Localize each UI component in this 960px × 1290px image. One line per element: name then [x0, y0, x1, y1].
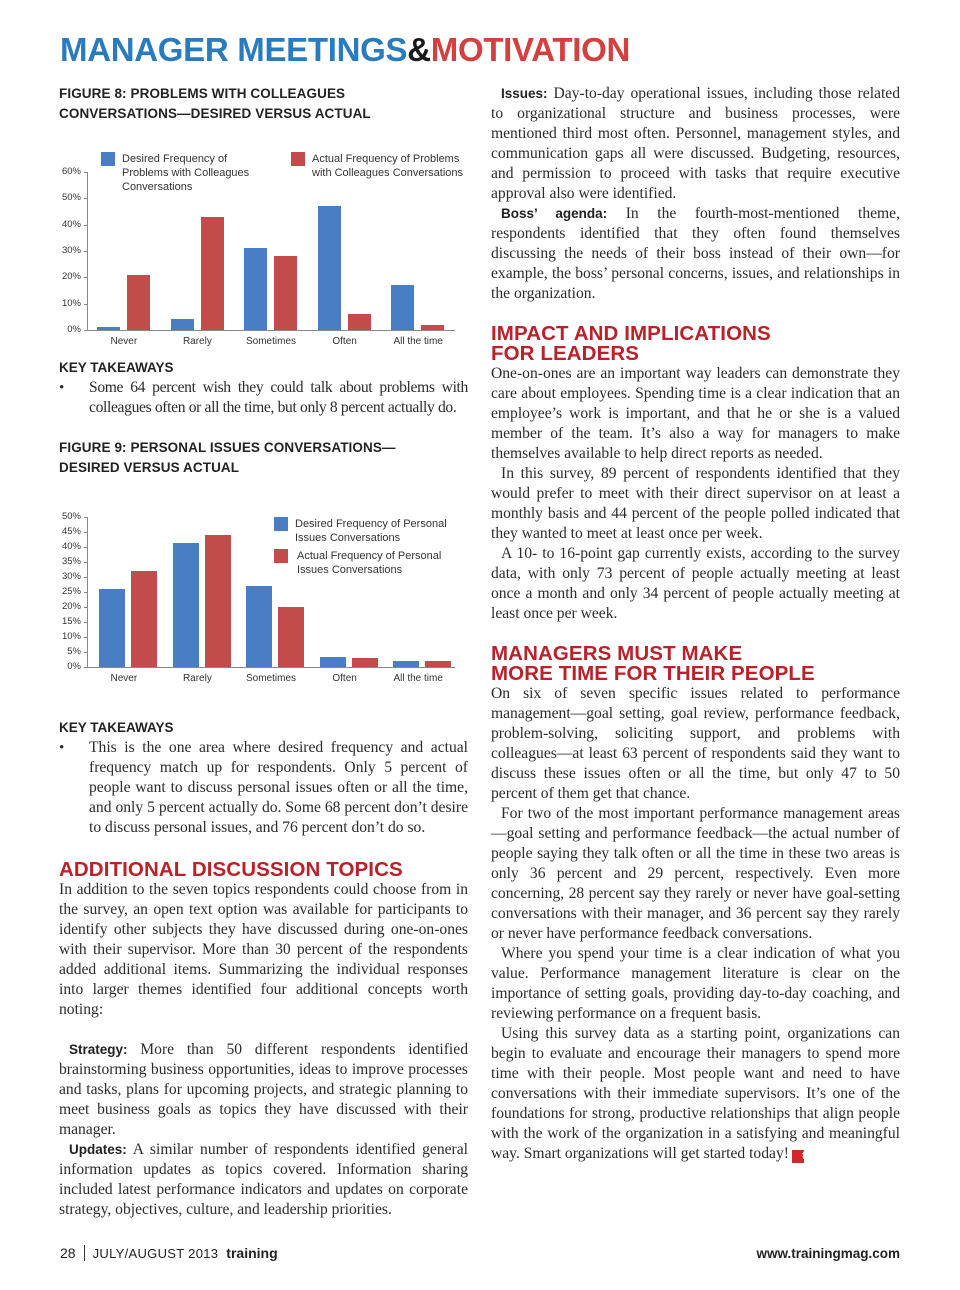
x-tick-label: Rarely: [182, 673, 212, 684]
x-axis: [87, 330, 455, 331]
boss-agenda-text: In the fourth-most-mentioned theme, respondents identified that they often found themselves discussing the needs of their boss instead of their own—for example, the boss’ personal concerns, issues, and relationships in the organization.: [491, 205, 901, 302]
legend-label-actual: Actual Frequency of Problems with Colleagues Conversations: [312, 153, 464, 179]
y-tick-label: 30%: [61, 571, 81, 582]
y-tick: [84, 225, 87, 226]
y-tick-label: 30%: [61, 245, 81, 256]
managers-heading-line-2: MORE TIME FOR THEIR PEOPLE: [491, 662, 815, 685]
plot-area: [61, 166, 455, 347]
page-footer: [60, 1245, 900, 1261]
desired-bar-all-the-time: [393, 661, 419, 667]
y-tick-label: 20%: [61, 271, 81, 283]
y-tick: [84, 251, 87, 252]
plot-area: [61, 511, 455, 684]
y-tick: [84, 652, 87, 653]
y-tick: [84, 637, 87, 638]
x-tick-label: Often: [332, 673, 357, 684]
impact-paragraph-2: In this survey, 89 percent of respondents identified that they would prefer to meet with their direct supervisor on at least a monthly basis and 44 percent of the people polled indicated that they wanted to meet at least once per week.: [491, 465, 900, 542]
y-axis: [87, 517, 88, 667]
left-column: [59, 84, 468, 1220]
actual-bar-sometimes: [278, 607, 304, 667]
y-tick-label: 40%: [61, 218, 81, 230]
actual-bar-never: [131, 571, 157, 667]
actual-bar-often: [348, 314, 371, 330]
figure-8-title: [59, 84, 468, 124]
y-tick-label: 45%: [61, 526, 81, 537]
title-part-2: MOTIVATION: [430, 31, 631, 68]
legend-swatch-actual: [291, 152, 305, 166]
updates-paragraph: [59, 1140, 468, 1220]
x-tick-label: Sometimes: [245, 336, 296, 347]
impact-heading-line-1: IMPACT AND IMPLICATIONS: [491, 322, 771, 345]
actual-bar-sometimes: [274, 256, 297, 330]
x-tick-label: Often: [332, 336, 357, 347]
desired-bar-all-the-time: [391, 285, 414, 330]
footer-divider: [84, 1245, 85, 1261]
y-tick: [84, 547, 87, 548]
actual-bar-rarely: [201, 217, 224, 330]
key-takeaways-8-title: KEY TAKEAWAYS: [59, 360, 174, 375]
legend-label-desired: Desired Frequency of Problems with Colleagues Conversations: [122, 153, 250, 193]
title-part-1: MANAGER MEETINGS: [60, 31, 408, 68]
managers-paragraph-2: For two of the most important performance management areas—goal setting and performance feedback—the actual number of people saying they talk often or all the time in these two areas is only 36 percent and 29 percent, respectively. Even more concerning, 28 percent say they rarely or never have goal-setting conversations with their manager, and 36 percent say they rarely or never have performance feedback conversations.: [491, 805, 900, 942]
key-takeaways-9-text: This is the one area where desired frequency and actual frequency match up for respondents. Only 5 percent of people want to discuss personal issues often or all the time, and only 5 percent actually do. Some 68 percent don’t desire to discuss personal issues, and 76 percent don’t do so.: [89, 739, 468, 836]
figure-9-title: [59, 438, 468, 478]
y-tick-label: 5%: [67, 646, 81, 657]
key-takeaways-8-text: Some 64 percent wish they could talk about problems with colleagues often or all the time, but only 8 percent actually do.: [89, 379, 468, 416]
y-tick: [84, 622, 87, 623]
y-tick-label: 50%: [61, 192, 81, 204]
y-tick: [84, 562, 87, 563]
x-tick-label: Never: [110, 673, 138, 684]
right-column: [491, 84, 900, 1164]
y-tick-label: 40%: [61, 541, 81, 552]
managers-heading-line-1: MANAGERS MUST MAKE: [491, 642, 743, 665]
figure-9-chart: [59, 498, 468, 718]
desired-bar-never: [99, 589, 125, 667]
y-tick: [84, 330, 87, 331]
managers-heading: [491, 644, 900, 684]
actual-bar-never: [127, 275, 150, 330]
y-tick: [84, 517, 87, 518]
y-axis: [87, 172, 88, 330]
issues-text: Day-to-day operational issues, including those related to organizational structure and business processes, were mentioned third most often. Personnel, management styles, and communication gaps all were discussed. Budgeting, resources, and permission to proceed with tasks that require executive approval also were identified.: [491, 85, 900, 202]
actual-bar-all-the-time: [425, 661, 451, 667]
desired-bar-never: [97, 327, 120, 330]
legend-label-actual: Actual Frequency of Personal Issues Conversations: [297, 550, 442, 576]
magazine-brand: training: [226, 1245, 278, 1261]
figure-8-chart: [59, 144, 468, 352]
issues-lead: Issues:: [501, 86, 548, 101]
desired-bar-rarely: [171, 319, 194, 330]
actual-bar-all-the-time: [421, 325, 444, 330]
issues-paragraph: [491, 84, 900, 204]
x-tick-label: Sometimes: [245, 673, 296, 684]
figure-8-title-line-1: FIGURE 8: PROBLEMS WITH COLLEAGUES: [59, 86, 346, 101]
website-url[interactable]: www.trainingmag.com: [756, 1245, 900, 1261]
additional-topics-heading: ADDITIONAL DISCUSSION TOPICS: [59, 858, 403, 881]
page-number: 28: [60, 1245, 76, 1261]
desired-bar-rarely: [173, 543, 199, 668]
desired-bar-sometimes: [246, 586, 272, 667]
x-tick-label: Rarely: [182, 336, 212, 347]
key-takeaways-9-item: [59, 738, 468, 838]
bullet-icon: •: [59, 380, 65, 396]
x-tick-label: All the time: [393, 673, 443, 684]
key-takeaways-8-item: [59, 378, 468, 418]
y-tick: [84, 277, 87, 278]
boss-agenda-lead: Boss’ agenda:: [501, 206, 608, 221]
impact-paragraph-1: One-on-ones are an important way leaders can demonstrate they care about employees. Spending time is a clear indication that an employee’s work is important, and that he or she is a valued member of the team. It’s also a way for managers to make themselves available to help direct reports as needed.: [491, 365, 900, 462]
y-tick-label: 15%: [61, 616, 81, 627]
key-takeaways-9-title: KEY TAKEAWAYS: [59, 720, 174, 735]
legend-swatch-desired: [101, 152, 115, 166]
strategy-paragraph: [59, 1040, 468, 1140]
end-mark-icon: t: [792, 1150, 804, 1163]
legend-label-desired: Desired Frequency of Personal Issues Conversations: [295, 518, 447, 544]
x-axis: [87, 667, 455, 668]
y-tick: [84, 532, 87, 533]
y-tick: [84, 592, 87, 593]
y-tick-label: 20%: [61, 601, 81, 612]
impact-heading: [491, 324, 900, 364]
boss-agenda-paragraph: [491, 204, 900, 304]
managers-paragraph-4-text: Using this survey data as a starting point, organizations can begin to evaluate and encourage their managers to spend more time with their people. Most people want and need to have conversations with their immediate supervisors. It’s one of the foundations for strong, productive relationships that align people with the work of the organization in a satisfying and meaningful way. Smart organizations will get started today!: [491, 1025, 900, 1162]
y-tick-label: 50%: [61, 511, 81, 522]
additional-topics-intro: In addition to the seven topics respondents could choose from in the survey, an open text option was available for participants to identify other subjects they have discussed during one-on-ones with their supervisor. More than 30 percent of the respondents added additional items. Summarizing the individual responses into larger themes identified four additional concepts worth noting:: [59, 881, 468, 1018]
y-tick-label: 10%: [61, 297, 81, 309]
y-tick-label: 35%: [61, 556, 81, 567]
strategy-text: More than 50 different respondents identified brainstorming business opportunities, ideas to improve processes and tasks, plans for upcoming projects, and strategic planning to meet business goals as topics they have discussed with their manager.: [59, 1041, 468, 1138]
desired-bar-often: [318, 206, 341, 330]
strategy-lead: Strategy:: [69, 1042, 128, 1057]
x-tick-label: All the time: [393, 336, 443, 347]
y-tick: [84, 577, 87, 578]
updates-lead: Updates:: [69, 1142, 127, 1157]
y-tick: [84, 607, 87, 608]
desired-bar-often: [320, 657, 346, 668]
impact-heading-line-2: FOR LEADERS: [491, 342, 640, 365]
y-tick-label: 0%: [67, 661, 81, 672]
updates-text: A similar number of respondents identified general information updates as topics covered. Information sharing included latest performance indicators and updates on corporate strategy, objectives, culture, and leadership priorities.: [59, 1141, 468, 1218]
issue-date: JULY/AUGUST 2013: [92, 1245, 219, 1261]
y-tick-label: 60%: [61, 166, 81, 177]
y-tick-label: 25%: [61, 586, 81, 597]
x-tick-label: Never: [110, 336, 138, 347]
managers-paragraph-4: [491, 1024, 900, 1164]
actual-bar-rarely: [205, 535, 231, 667]
actual-bar-often: [352, 658, 378, 667]
page-title: [60, 30, 630, 70]
managers-paragraph-3: Where you spend your time is a clear indication of what you value. Performance management literature is clear on the importance of setting goals, providing day-to-day coaching, and reviewing performance on a frequent basis.: [491, 945, 900, 1022]
y-tick: [84, 172, 87, 173]
title-ampersand: &: [407, 31, 431, 68]
desired-bar-sometimes: [244, 248, 267, 330]
y-tick: [84, 304, 87, 305]
y-tick: [84, 667, 87, 668]
y-tick-label: 0%: [67, 324, 81, 335]
figure-8-title-line-2: CONVERSATIONS—DESIRED VERSUS ACTUAL: [59, 106, 371, 121]
figure-9-title-line-1: FIGURE 9: PERSONAL ISSUES CONVERSATIONS—: [59, 440, 396, 455]
y-tick: [84, 198, 87, 199]
y-tick-label: 10%: [61, 631, 81, 642]
managers-paragraph-1: On six of seven specific issues related to performance management—goal setting, goal review, performance feedback, problem-solving, soliciting support, and problems with colleagues—at least 63 percent of respondents said they want to discuss these issues often or all the time, but only 47 to 50 percent of them get that chance.: [491, 685, 900, 802]
impact-paragraph-3: A 10- to 16-point gap currently exists, according to the survey data, with only 73 percent of people actually meeting at least once a month and only 34 percent of people actually meeting at least once per week.: [491, 545, 900, 622]
bullet-icon: •: [59, 740, 65, 756]
figure-9-title-line-2: DESIRED VERSUS ACTUAL: [59, 460, 240, 475]
